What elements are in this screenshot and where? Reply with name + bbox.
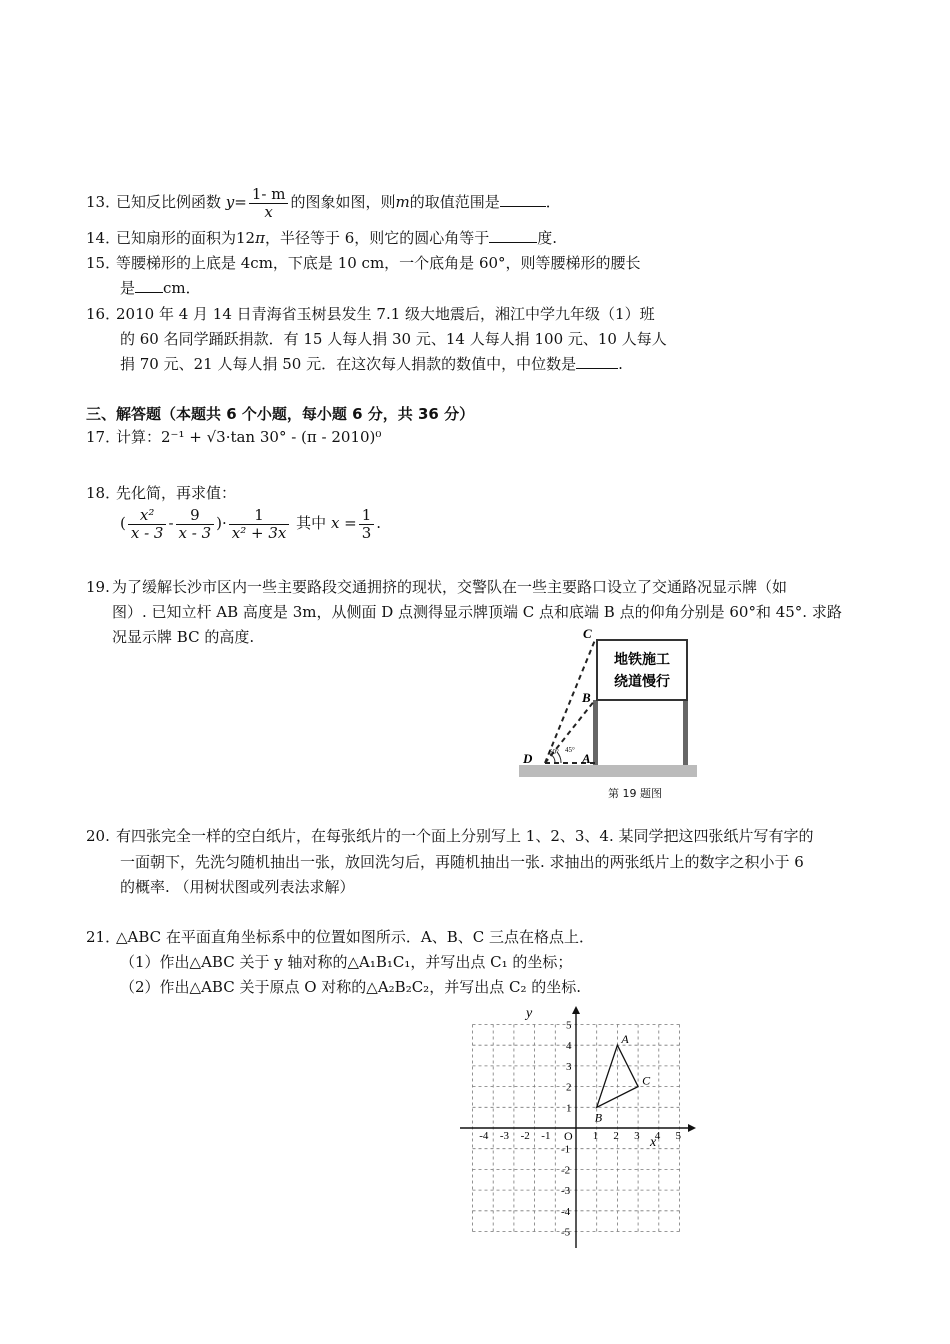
y-tick-label: -2 [561, 1164, 571, 1177]
question-21 [86, 927, 594, 947]
question-14 [86, 228, 557, 248]
question-number: 16． [86, 305, 121, 323]
ground [519, 765, 697, 777]
question-19-line2: 图）. 已知立杆 AB 高度是 3m，从侧面 D 点测得显示牌顶端 C 点和底端 B 点的仰角分别是 60°和 45°. 求路 [112, 603, 842, 621]
x-axis-label: x [650, 1135, 657, 1150]
text: △ABC 在平面直角坐标系中的位置如图所示．A、B、C 三点在格点上． [116, 928, 595, 946]
question-20 [86, 826, 813, 846]
angle-45-label: 45° [565, 746, 575, 754]
y-tick-label: -5 [561, 1226, 571, 1239]
question-number: 17． [86, 428, 121, 446]
var-m: m [395, 193, 410, 211]
y-tick-label: -3 [561, 1185, 571, 1198]
y-axis-arrow-icon [572, 1006, 580, 1014]
text: 已知反比例函数 [116, 193, 222, 211]
figure-caption: 第 19 题图 [608, 787, 662, 800]
question-16-line2: 的 60 名同学踊跃捐款．有 15 人每人捐 30 元、14 人每人捐 100 元、10 人每人 [120, 330, 667, 348]
answer-blank [489, 228, 537, 243]
figure-21-coordinate-grid [440, 1000, 710, 1255]
x-tick-label: -3 [499, 1130, 510, 1142]
question-16 [86, 304, 655, 324]
y-tick-label: 5 [566, 1019, 572, 1032]
pi: π [255, 229, 265, 247]
question-number: 13． [86, 193, 121, 211]
sign-text-2: 绕道慢行 [614, 675, 670, 690]
question-15-line2 [120, 278, 201, 298]
x-tick-label: 3 [634, 1130, 640, 1142]
text: 有四张完全一样的空白纸片，在每张纸片的一个面上分别写上 1、2、3、4. 某同学把这四张纸片写有字的 [116, 827, 814, 845]
pole-left [593, 700, 598, 765]
numerator: x² [128, 507, 167, 525]
y-tick-label: 1 [566, 1102, 572, 1115]
tick-labels [479, 1020, 681, 1239]
y-tick-label: 2 [566, 1081, 572, 1094]
math-expression: 2⁻¹ + √3·tan 30° - (π - 2010)⁰ [161, 428, 382, 446]
text: 其中 [296, 514, 327, 532]
x-equals: x = [330, 514, 357, 532]
numerator: 1 [229, 507, 290, 525]
x-tick-label: 1 [592, 1130, 599, 1142]
label-B: B [582, 690, 591, 705]
fraction [249, 186, 289, 221]
answer-blank [500, 192, 546, 207]
x-tick-label: -1 [541, 1130, 551, 1142]
numerator: 9 [176, 507, 215, 525]
text: 为了缓解长沙市区内一些主要路段交通拥挤的现状，交警队在一些主要路口设立了交通路况显示牌（如 [112, 578, 788, 596]
section-title: 三、解答题（本题共 6 个小题，每小题 6 分，共 36 分） [86, 405, 475, 423]
question-21-part-2: （2）作出△ABC 关于原点 O 对称的△A₂B₂C₂，并写出点 C₂ 的坐标. [120, 978, 581, 996]
y-axis-label: y [526, 1006, 533, 1021]
question-number: 21． [86, 928, 121, 946]
paren: ( [120, 514, 126, 532]
minus: - [168, 514, 174, 532]
fraction [359, 507, 375, 542]
numerator: 1 [359, 507, 375, 525]
denominator: x - 3 [178, 523, 212, 542]
text: 的图象如图，则 [290, 193, 396, 211]
x-tick-label: 2 [613, 1130, 619, 1142]
question-number: 20. [86, 827, 110, 845]
question-13 [86, 183, 561, 221]
text: 的取值范围是 [409, 193, 500, 211]
y-tick-label: 3 [566, 1060, 572, 1073]
text: 度. [537, 229, 558, 247]
label-C: C [583, 626, 592, 641]
text: 2010 年 4 月 14 日青海省玉树县发生 7.1 级大地震后，湘江中学九年级（1）班 [116, 305, 655, 323]
text: cm． [163, 279, 201, 297]
label-D: D [523, 751, 533, 766]
question-number: 15． [86, 254, 121, 272]
question-20-line2: 一面朝下，先洗匀随机抽出一张，放回洗匀后，再随机抽出一张. 求抽出的两张纸片上的数字之积小于 6 [120, 853, 804, 871]
var-y: y [225, 193, 235, 211]
question-21-part-1: （1）作出△ABC 关于 y 轴对称的△A₁B₁C₁，并写出点 C₁ 的坐标； [120, 953, 573, 971]
text: ，半径等于 6，则它的圆心角等于 [264, 229, 490, 247]
x-tick-label: 5 [675, 1130, 681, 1142]
y-tick-label: 4 [566, 1040, 572, 1053]
x-tick-label: -4 [479, 1130, 489, 1142]
denominator: 3 [361, 523, 372, 542]
question-15 [86, 253, 641, 273]
sign-board [597, 640, 687, 700]
text: 捐 70 元、21 人每人捐 50 元．在这次每人捐款的数值中，中位数是 [120, 355, 577, 373]
label-point-C: C [642, 1073, 651, 1088]
question-18 [86, 483, 236, 503]
text: ． [545, 193, 561, 211]
figure-19-signboard [515, 626, 705, 786]
question-17 [86, 427, 381, 447]
text: 先化简，再求值： [116, 484, 237, 502]
fraction [176, 507, 215, 542]
angle-60-label: 60° [549, 748, 559, 756]
denominator: x [264, 202, 273, 221]
question-number: 14． [86, 229, 121, 247]
fraction [128, 507, 167, 542]
numerator: 1- m [249, 186, 289, 204]
question-16-line3 [120, 354, 623, 374]
text: 已知扇形的面积为12 [116, 229, 256, 247]
question-19 [86, 577, 787, 597]
label-point-A: A [621, 1032, 629, 1047]
question-20-line3: 的概率. （用树状图或列表法求解） [120, 878, 355, 896]
origin-label: O [564, 1129, 573, 1143]
operator: )· [216, 514, 227, 532]
x-tick-label: 4 [654, 1130, 661, 1142]
denominator: x - 3 [130, 523, 164, 542]
question-19-line3: 况显示牌 BC 的高度. [112, 628, 255, 646]
answer-blank [135, 278, 163, 293]
text: 等腰梯形的上底是 4cm，下底是 10 cm，一个底角是 60°，则等腰梯形的腰长 [116, 254, 641, 272]
denominator: x² + 3x [231, 523, 287, 542]
sign-text-1: 地铁施工 [614, 653, 670, 668]
y-tick-label: -4 [561, 1205, 571, 1218]
x-tick-label: -2 [520, 1130, 530, 1142]
fraction [229, 507, 290, 542]
label-point-B: B [594, 1110, 603, 1125]
answer-blank [576, 354, 618, 369]
equals: = [234, 193, 247, 211]
x-axis-arrow-icon [688, 1124, 696, 1132]
label-A: A [582, 751, 591, 766]
text: . [618, 355, 623, 373]
question-number: 19. [86, 578, 110, 596]
question-18-expression [120, 503, 381, 543]
pole-right [683, 700, 688, 765]
question-number: 18． [86, 484, 121, 502]
text: . [376, 514, 382, 532]
y-tick-label: -1 [561, 1143, 571, 1156]
text: 计算： [116, 428, 162, 446]
text: 是 [120, 279, 136, 297]
